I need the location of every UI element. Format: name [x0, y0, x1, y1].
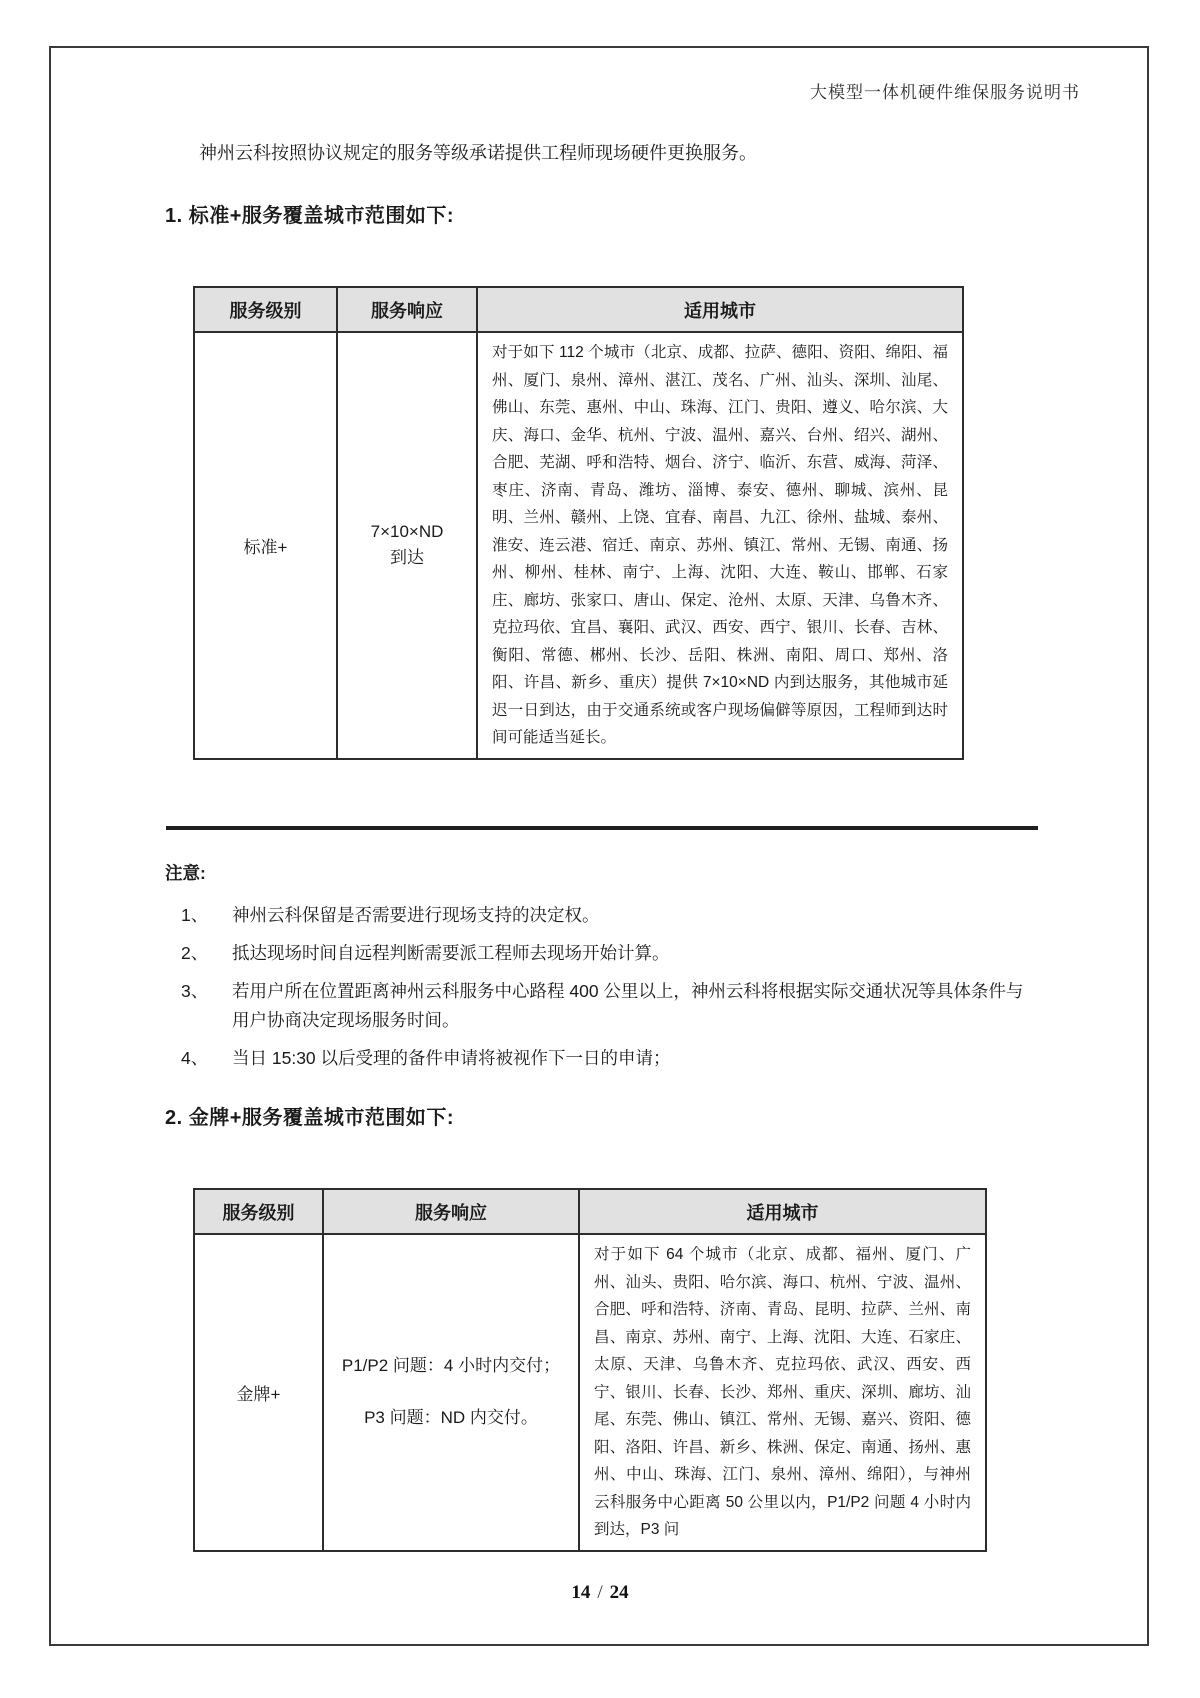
- response-line-1: 7×10×ND: [370, 522, 444, 542]
- note-number: 2、: [181, 943, 209, 963]
- table1-cell-service-response: [337, 332, 477, 759]
- section-divider-rule: [166, 826, 1038, 830]
- notes-label: 注意:: [165, 863, 206, 883]
- note-item-2: [181, 939, 1041, 968]
- table1-header-service-level: 服务级别: [194, 287, 337, 332]
- note-item-4: [181, 1044, 1041, 1073]
- table2-cell-applicable-cities: 对于如下 64 个城市（北京、成都、福州、厦门、广州、汕头、贵阳、哈尔滨、海口、杭州、宁波、温州、合肥、呼和浩特、济南、青岛、昆明、拉萨、兰州、南昌、南京、苏州、南宁、上海、沈阳、大连、石家庄、太原、天津、乌鲁木齐、克拉玛依、武汉、西安、西宁、银川、长春、长沙、郑州、重庆、深圳、廊坊、汕尾、东莞、佛山、镇江、常州、无锡、嘉兴、资阳、德阳、洛阳、许昌、新乡、株洲、保定、南通、扬州、惠州、中山、珠海、江门、泉州、漳州、绵阳），与神州云科服务中心距离 50 公里以内，P1/P2 问题 4 小时内到达，P3 问: [579, 1234, 986, 1551]
- section2-title: 2. 金牌+服务覆盖城市范围如下:: [165, 1107, 455, 1129]
- total-page-count: 24: [609, 1582, 629, 1603]
- note-text: 当日 15:30 以后受理的备件申请将被视作下一日的申请；: [232, 1048, 671, 1068]
- note-text: 神州云科保留是否需要进行现场支持的决定权。: [232, 905, 600, 925]
- table2-header-row: [194, 1189, 986, 1234]
- note-item-1: [181, 901, 1041, 930]
- table2-cell-service-response: [323, 1234, 579, 1551]
- table1-header-applicable-cities: 适用城市: [477, 287, 963, 332]
- table2-header-applicable-cities: 适用城市: [579, 1189, 986, 1234]
- note-item-3: [181, 977, 1041, 1035]
- note-text: 若用户所在位置距离神州云科服务中心路程 400 公里以上，神州云科将根据实际交通状况等具体条件与用户协商决定现场服务时间。: [232, 981, 1024, 1030]
- document-header-title: 大模型一体机硬件维保服务说明书: [810, 83, 1080, 102]
- table2-header-service-response: 服务响应: [323, 1189, 579, 1234]
- response-line-2: 到达: [390, 548, 424, 568]
- note-number: 1、: [181, 905, 209, 925]
- section1-title: 1. 标准+服务覆盖城市范围如下:: [165, 205, 455, 227]
- note-number: 3、: [181, 981, 209, 1001]
- table2-body-row: [194, 1234, 986, 1551]
- intro-paragraph: 神州云科按照协议规定的服务等级承诺提供工程师现场硬件更换服务。: [199, 143, 757, 163]
- table2-header-service-level: 服务级别: [194, 1189, 323, 1234]
- note-number: 4、: [181, 1048, 209, 1068]
- page-footer: [0, 1582, 1200, 1604]
- current-page-number: 14: [571, 1582, 591, 1603]
- page-separator: /: [597, 1582, 603, 1603]
- table1-cell-applicable-cities: 对于如下 112 个城市（北京、成都、拉萨、德阳、资阳、绵阳、福州、厦门、泉州、漳州、湛江、茂名、广州、汕头、深圳、汕尾、佛山、东莞、惠州、中山、珠海、江门、贵阳、遵义、哈尔滨、大庆、海口、金华、杭州、宁波、温州、嘉兴、台州、绍兴、湖州、合肥、芜湖、呼和浩特、烟台、济宁、临沂、东营、威海、菏泽、枣庄、济南、青岛、潍坊、淄博、泰安、德州、聊城、滨州、昆明、兰州、赣州、上饶、宜春、南昌、九江、徐州、盐城、泰州、淮安、连云港、宿迁、南京、苏州、镇江、常州、无锡、南通、扬州、柳州、桂林、南宁、上海、沈阳、大连、鞍山、邯郸、石家庄、廊坊、张家口、唐山、保定、沧州、太原、天津、乌鲁木齐、克拉玛依、宜昌、襄阳、武汉、西安、西宁、银川、长春、吉林、衡阳、常德、郴州、长沙、岳阳、株洲、南阳、周口、郑州、洛阳、许昌、新乡、重庆）提供 7×10×ND 内到达服务，其他城市延迟一日到达，由于交通系统或客户现场偏僻等原因，工程师到达时间可能适当延长。: [477, 332, 963, 759]
- table1-body-row: [194, 332, 963, 759]
- standard-service-table: [193, 286, 964, 760]
- table1-header-row: [194, 287, 963, 332]
- table1-cell-service-level: 标准+: [194, 332, 337, 759]
- response-paragraph-2: P3 问题：ND 内交付。: [364, 1408, 538, 1428]
- table2-cell-service-level: 金牌+: [194, 1234, 323, 1551]
- gold-service-table: [193, 1188, 987, 1552]
- notes-list: [181, 901, 1041, 1082]
- response-paragraph-1: P1/P2 问题：4 小时内交付；: [341, 1356, 561, 1376]
- table1-header-service-response: 服务响应: [337, 287, 477, 332]
- note-text: 抵达现场时间自远程判断需要派工程师去现场开始计算。: [232, 943, 670, 963]
